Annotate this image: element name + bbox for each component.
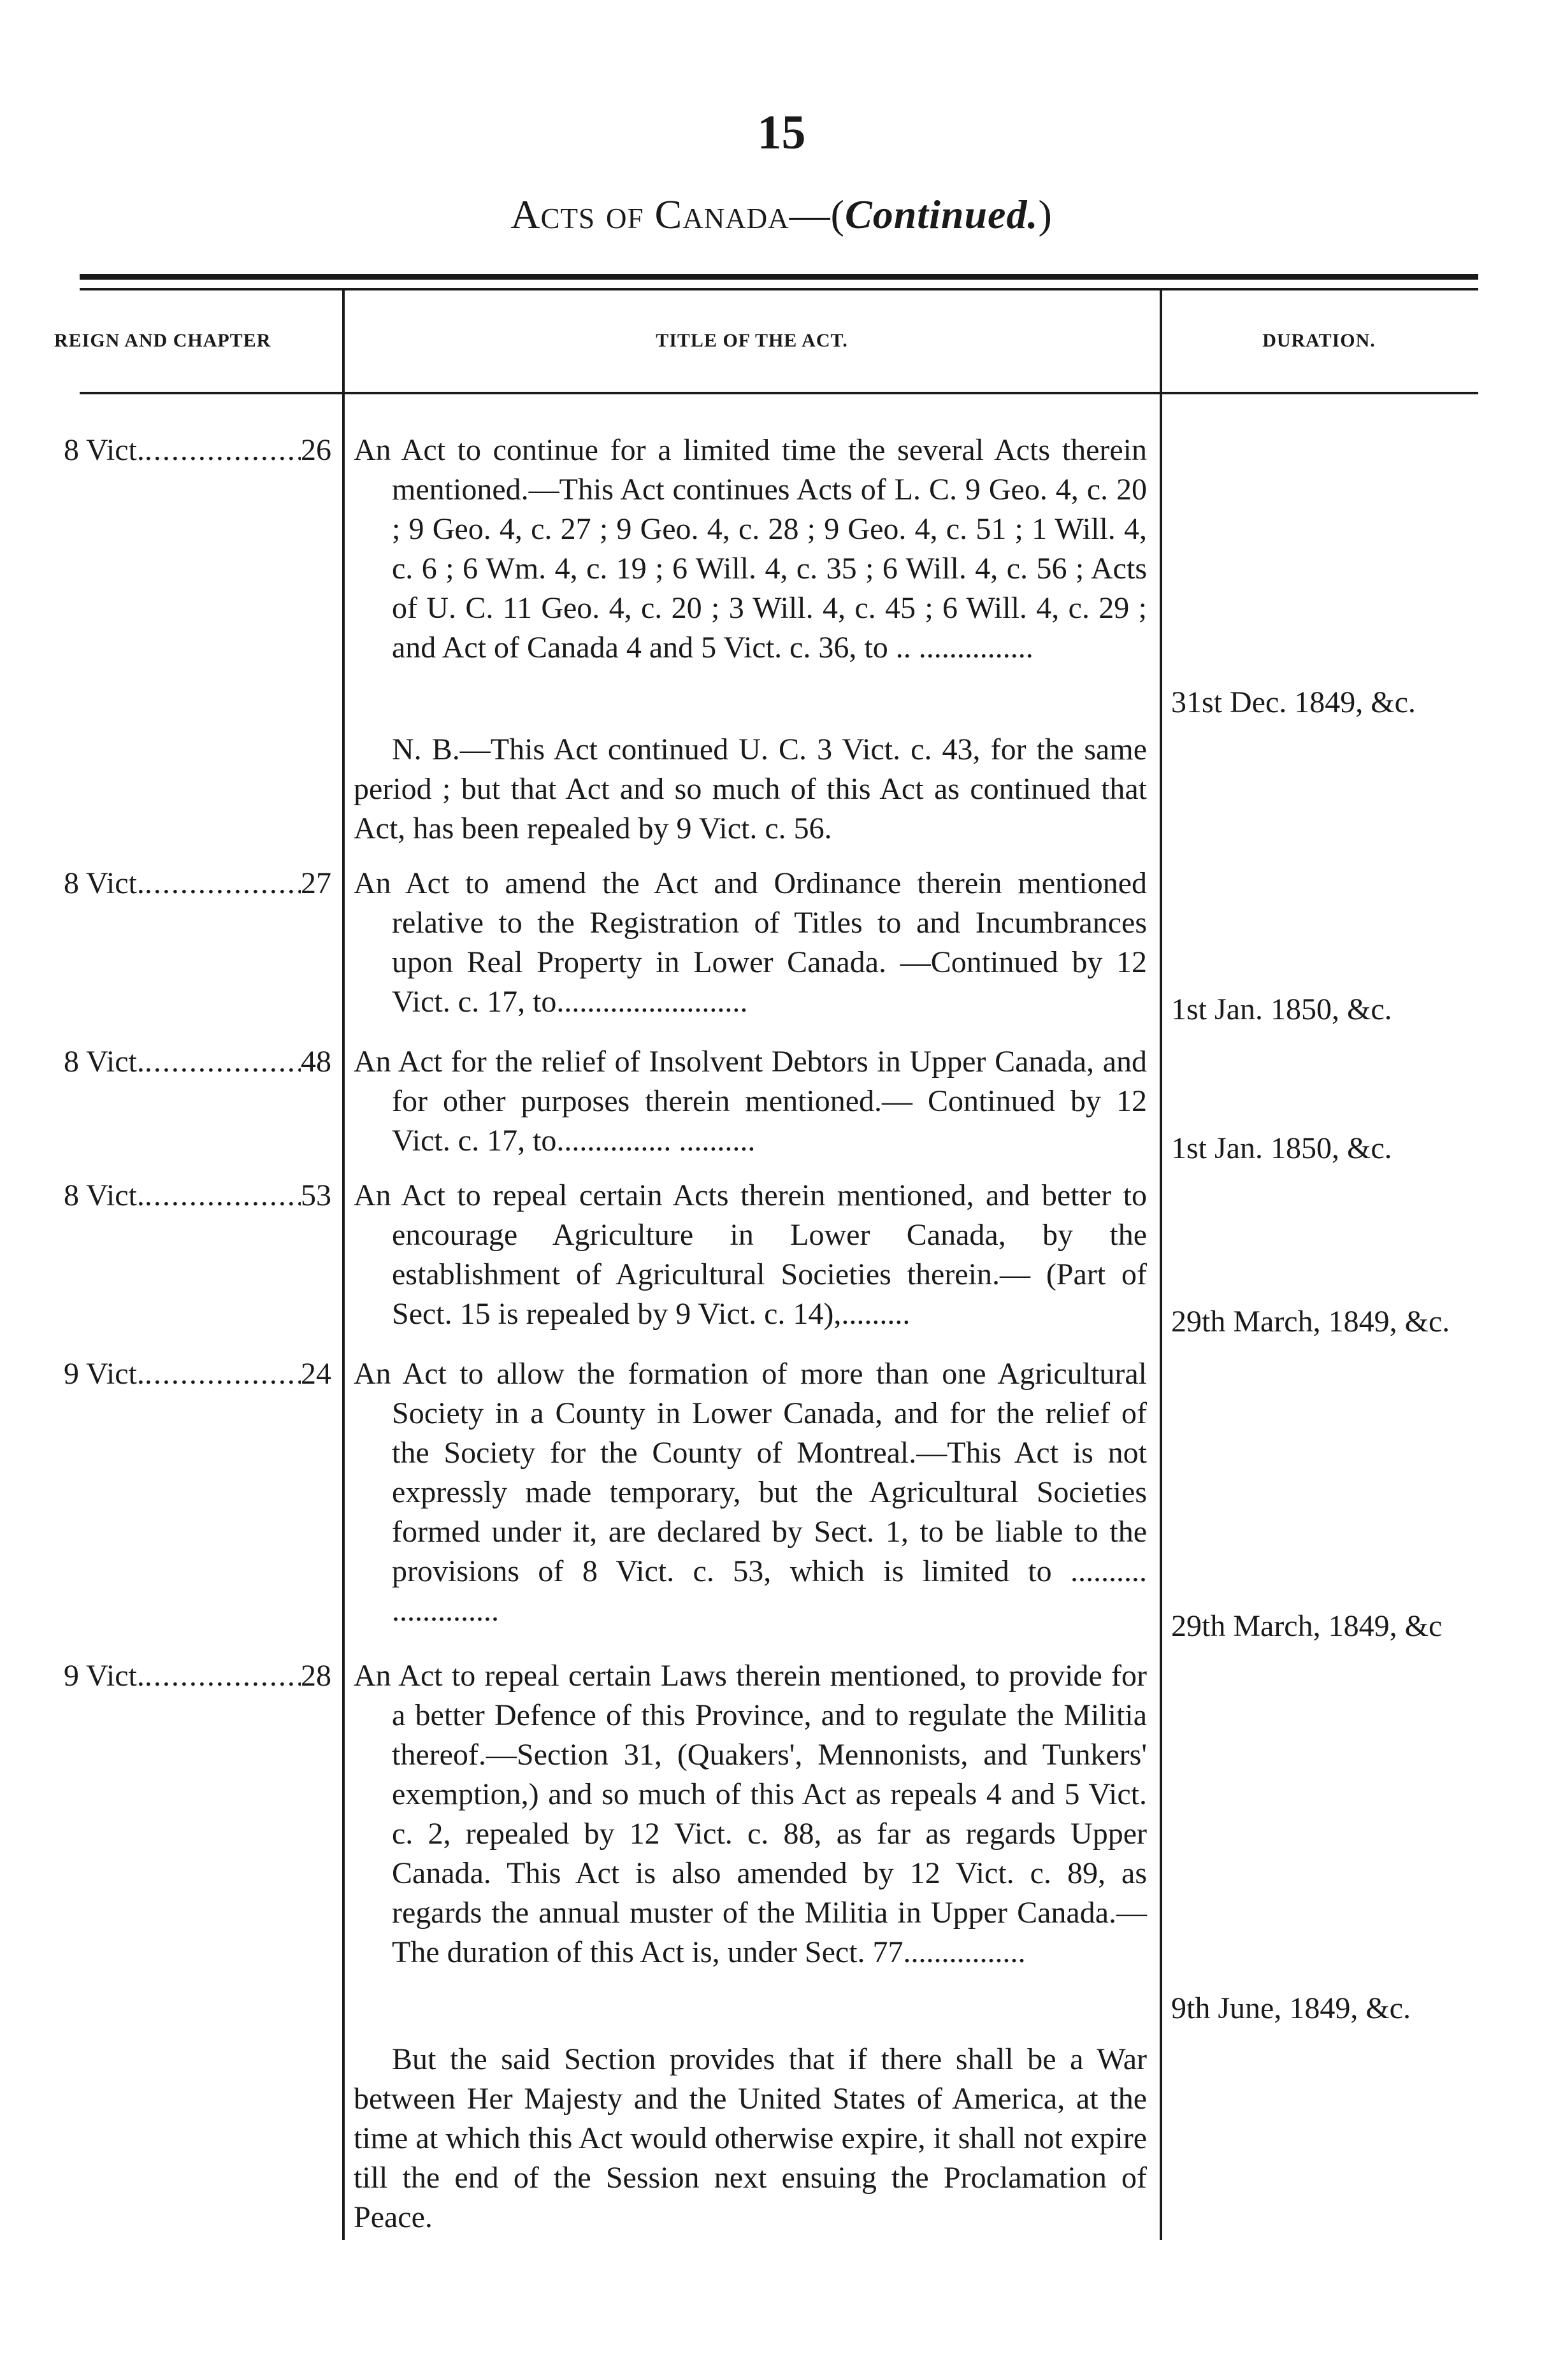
heading-close: ) xyxy=(1038,192,1053,237)
chapter-number: 28 xyxy=(301,1659,331,1693)
duration-value: 9th June, 1849, &c. xyxy=(1171,1991,1411,2025)
reign-cell xyxy=(64,1354,331,1394)
reign-cell xyxy=(64,1176,331,1215)
header-title-of-act: TITLE OF THE ACT. xyxy=(656,330,848,351)
chapter-number: 48 xyxy=(301,1045,331,1079)
header-duration: DURATION. xyxy=(1262,330,1376,351)
act-title: An Act to repeal certain Laws therein mentioned, to provide for a better Defence of this Province, and to regulate the Militia thereof.—Section 31, (Quakers', Mennonists, and Tunkers' exemption,) and so much of this Act as repeals 4 and 5 Vict. c. 2, repealed by 12 Vict. c. 88, as far as regards Upper Canada. This Act is also amended by 12 Vict. c. 89, as regards the annual muster of the Militia in Upper Canada.—The duration of this Act is, under Sect. 77................ xyxy=(354,1659,1147,1969)
duration-value: 31st Dec. 1849, &c. xyxy=(1171,685,1416,719)
column-divider-reign-title xyxy=(342,290,345,2240)
column-divider-title-duration xyxy=(1160,290,1162,2240)
reign-label: 8 Vict. xyxy=(64,866,145,900)
header-reign-and-chapter: REIGN AND CHAPTER xyxy=(54,330,271,351)
reign-label: 9 Vict. xyxy=(64,1357,145,1391)
reign-label: 8 Vict. xyxy=(64,1179,145,1212)
page-heading xyxy=(0,191,1563,238)
duration-value: 1st Jan. 1850, &c. xyxy=(1171,1131,1392,1165)
duration-value: 1st Jan. 1850, &c. xyxy=(1171,993,1392,1026)
act-title: An Act for the relief of Insolvent Debtors in Upper Canada, and for other purposes therein mentioned.— Continued by 12 Vict. c. 17, to............... .......... xyxy=(354,1045,1147,1158)
reign-cell xyxy=(64,1656,331,1696)
duration-value: 29th March, 1849, &c. xyxy=(1171,1305,1450,1338)
chapter-number: 26 xyxy=(301,433,331,467)
chapter-number: 24 xyxy=(301,1357,331,1391)
top-rule-thick xyxy=(80,274,1478,280)
duration-value: 29th March, 1849, &c xyxy=(1171,1609,1443,1643)
page-number: 15 xyxy=(757,106,806,159)
act-title: An Act to allow the formation of more than one Agricultural Society in a County in Lower Canada, and for the relief of the Society for the County of Montreal.—This Act is not expressly made temporary, but the Agricultural Societies formed under it, are declared by Sect. 1, to be liable to the provisions of 8 Vict. c. 53, which is limited to .......... .............. xyxy=(354,1357,1147,1628)
reign-label: 8 Vict. xyxy=(64,433,145,467)
chapter-number: 53 xyxy=(301,1179,331,1212)
top-rule-thin xyxy=(80,288,1478,290)
act-note: But the said Section provides that if there shall be a War between Her Majesty and the United States of America, at the time at which this Act would otherwise expire, it shall not expire till the end of the Session next ensuing the Proclamation of Peace. xyxy=(354,2042,1147,2234)
chapter-number: 27 xyxy=(301,866,331,900)
reign-label: 9 Vict. xyxy=(64,1659,145,1693)
act-title: An Act to repeal certain Acts therein mentioned, and better to encourage Agriculture in Lower Canada, by the establishment of Agricultural Societies therein.— (Part of Sect. 15 is repealed by 9 Vict. c. 14),......... xyxy=(354,1179,1147,1331)
heading-continued: Continued. xyxy=(845,192,1039,237)
act-title: An Act to amend the Act and Ordinance therein mentioned relative to the Registration of Titles to and Incumbrances upon Real Property in Lower Canada. —Continued by 12 Vict. c. 17, to......................... xyxy=(354,866,1147,1019)
reign-cell xyxy=(64,431,331,470)
act-title: An Act to continue for a limited time the several Acts therein mentioned.—This Act continues Acts of L. C. 9 Geo. 4, c. 20 ; 9 Geo. 4, c. 27 ; 9 Geo. 4, c. 28 ; 9 Geo. 4, c. 51 ; 1 Will. 4, c. 6 ; 6 Wm. 4, c. 19 ; 6 Will. 4, c. 35 ; 6 Will. 4, c. 56 ; Acts of U. C. 11 Geo. 4, c. 20 ; 3 Will. 4, c. 45 ; 6 Will. 4, c. 29 ; and Act of Canada 4 and 5 Vict. c. 36, to .. ............... xyxy=(354,433,1147,664)
reign-cell xyxy=(64,864,331,903)
reign-label: 8 Vict. xyxy=(64,1045,145,1079)
reign-cell xyxy=(64,1042,331,1082)
heading-main: Acts of Canada—( xyxy=(510,192,845,237)
act-note: N. B.—This Act continued U. C. 3 Vict. c. 43, for the same period ; but that Act and so much of this Act as continued that Act, has been repealed by 9 Vict. c. 56. xyxy=(354,733,1147,845)
header-rule xyxy=(80,392,1478,394)
